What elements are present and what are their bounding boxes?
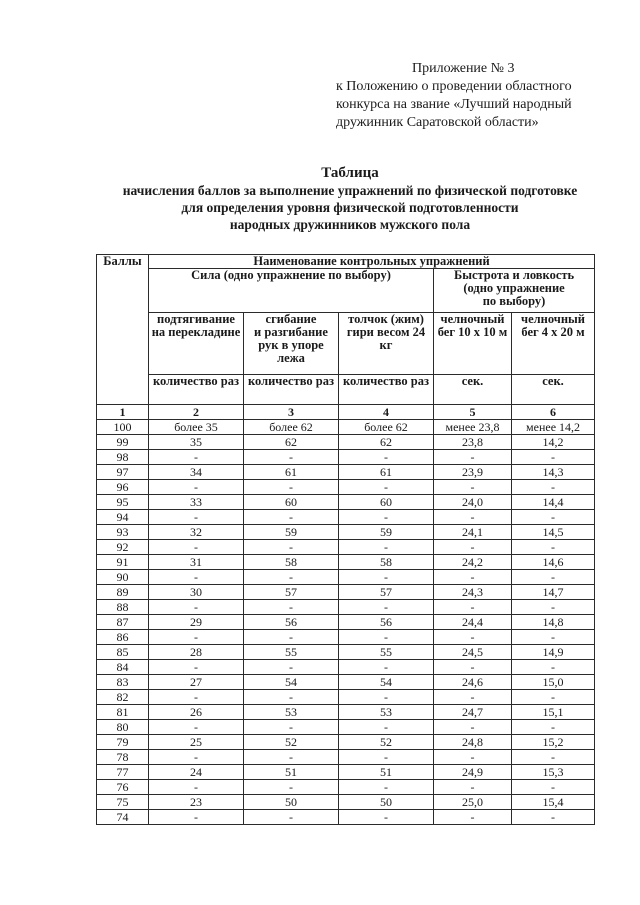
value-cell: - bbox=[434, 600, 512, 615]
points-cell: 76 bbox=[97, 780, 149, 795]
column-number: 1 bbox=[97, 405, 149, 420]
value-cell: - bbox=[339, 720, 434, 735]
header-points: Баллы bbox=[97, 255, 149, 405]
table-row bbox=[97, 615, 595, 630]
points-cell: 92 bbox=[97, 540, 149, 555]
value-cell: 62 bbox=[339, 435, 434, 450]
value-cell: 58 bbox=[339, 555, 434, 570]
value-cell: - bbox=[149, 690, 244, 705]
value-cell: 23,9 bbox=[434, 465, 512, 480]
document-title bbox=[40, 164, 640, 233]
value-cell: 50 bbox=[339, 795, 434, 810]
value-cell: - bbox=[512, 480, 595, 495]
value-cell: 51 bbox=[339, 765, 434, 780]
points-cell: 87 bbox=[97, 615, 149, 630]
value-cell: 57 bbox=[244, 585, 339, 600]
header-pushups bbox=[244, 313, 339, 375]
table-row bbox=[97, 645, 595, 660]
unit-count: количество раз bbox=[244, 375, 339, 405]
value-cell: 57 bbox=[339, 585, 434, 600]
value-cell: 52 bbox=[339, 735, 434, 750]
value-cell: - bbox=[339, 750, 434, 765]
table-row bbox=[97, 705, 595, 720]
table-row bbox=[97, 555, 595, 570]
value-cell: - bbox=[339, 810, 434, 825]
header-row bbox=[97, 269, 595, 313]
points-cell: 98 bbox=[97, 450, 149, 465]
table-row bbox=[97, 525, 595, 540]
value-cell: - bbox=[339, 660, 434, 675]
header-line: рук в упоре bbox=[258, 338, 324, 352]
value-cell: 54 bbox=[244, 675, 339, 690]
points-cell: 91 bbox=[97, 555, 149, 570]
points-cell: 86 bbox=[97, 630, 149, 645]
points-cell: 75 bbox=[97, 795, 149, 810]
value-cell: менее 14,2 bbox=[512, 420, 595, 435]
value-cell: 34 bbox=[149, 465, 244, 480]
header-speed-line: по выбору) bbox=[482, 294, 546, 308]
value-cell: 51 bbox=[244, 765, 339, 780]
value-cell: 24 bbox=[149, 765, 244, 780]
table-row bbox=[97, 570, 595, 585]
points-cell: 99 bbox=[97, 435, 149, 450]
value-cell: 15,2 bbox=[512, 735, 595, 750]
value-cell: более 62 bbox=[244, 420, 339, 435]
points-cell: 85 bbox=[97, 645, 149, 660]
header-line: лежа bbox=[277, 351, 305, 365]
table-row bbox=[97, 450, 595, 465]
header-kettlebell bbox=[339, 313, 434, 375]
table-row bbox=[97, 750, 595, 765]
value-cell: - bbox=[149, 780, 244, 795]
value-cell: - bbox=[244, 510, 339, 525]
points-cell: 79 bbox=[97, 735, 149, 750]
table-row bbox=[97, 435, 595, 450]
points-cell: 84 bbox=[97, 660, 149, 675]
value-cell: - bbox=[149, 600, 244, 615]
value-cell: - bbox=[512, 810, 595, 825]
points-cell: 97 bbox=[97, 465, 149, 480]
value-cell: 24,2 bbox=[434, 555, 512, 570]
value-cell: - bbox=[149, 810, 244, 825]
value-cell: 14,8 bbox=[512, 615, 595, 630]
column-number: 4 bbox=[339, 405, 434, 420]
header-line: на перекладине bbox=[151, 325, 241, 339]
value-cell: - bbox=[244, 690, 339, 705]
value-cell: 25 bbox=[149, 735, 244, 750]
value-cell: - bbox=[512, 660, 595, 675]
column-number: 5 bbox=[434, 405, 512, 420]
value-cell: - bbox=[339, 510, 434, 525]
value-cell: 53 bbox=[244, 705, 339, 720]
value-cell: - bbox=[512, 510, 595, 525]
value-cell: 28 bbox=[149, 645, 244, 660]
value-cell: 14,9 bbox=[512, 645, 595, 660]
value-cell: - bbox=[244, 570, 339, 585]
header-shuttle-10x10 bbox=[434, 313, 512, 375]
annex-number: Приложение № 3 bbox=[412, 61, 515, 76]
value-cell: - bbox=[434, 450, 512, 465]
value-cell: - bbox=[244, 630, 339, 645]
value-cell: - bbox=[244, 810, 339, 825]
table-row bbox=[97, 690, 595, 705]
value-cell: 24,5 bbox=[434, 645, 512, 660]
table-row bbox=[97, 735, 595, 750]
value-cell: 23,8 bbox=[434, 435, 512, 450]
annex-line: дружинник Саратовской области» bbox=[336, 115, 539, 130]
value-cell: - bbox=[512, 780, 595, 795]
annex-line: к Положению о проведении областного bbox=[336, 79, 572, 94]
points-cell: 100 bbox=[97, 420, 149, 435]
value-cell: 50 bbox=[244, 795, 339, 810]
value-cell: 62 bbox=[244, 435, 339, 450]
table-row bbox=[97, 510, 595, 525]
value-cell: - bbox=[434, 780, 512, 795]
header-speed bbox=[434, 269, 595, 313]
annex-line: конкурса на звание «Лучший народный bbox=[336, 97, 572, 112]
header-line: бег 4 х 20 м bbox=[521, 325, 585, 339]
value-cell: 24,3 bbox=[434, 585, 512, 600]
value-cell: 24,4 bbox=[434, 615, 512, 630]
value-cell: более 62 bbox=[339, 420, 434, 435]
value-cell: 35 bbox=[149, 435, 244, 450]
unit-seconds: сек. bbox=[512, 375, 595, 405]
value-cell: 24,0 bbox=[434, 495, 512, 510]
value-cell: - bbox=[339, 600, 434, 615]
value-cell: 60 bbox=[244, 495, 339, 510]
value-cell: - bbox=[434, 690, 512, 705]
value-cell: 33 bbox=[149, 495, 244, 510]
value-cell: 58 bbox=[244, 555, 339, 570]
value-cell: - bbox=[512, 450, 595, 465]
value-cell: - bbox=[339, 630, 434, 645]
header-line: подтягивание bbox=[157, 312, 235, 326]
value-cell: 60 bbox=[339, 495, 434, 510]
header-row bbox=[97, 255, 595, 269]
header-line: челночный bbox=[440, 312, 505, 326]
value-cell: 24,9 bbox=[434, 765, 512, 780]
value-cell: 56 bbox=[339, 615, 434, 630]
value-cell: 24,6 bbox=[434, 675, 512, 690]
value-cell: - bbox=[434, 480, 512, 495]
value-cell: 14,7 bbox=[512, 585, 595, 600]
table-row bbox=[97, 480, 595, 495]
value-cell: более 35 bbox=[149, 420, 244, 435]
table-row bbox=[97, 420, 595, 435]
value-cell: 32 bbox=[149, 525, 244, 540]
table-row bbox=[97, 600, 595, 615]
value-cell: - bbox=[149, 630, 244, 645]
value-cell: - bbox=[434, 750, 512, 765]
value-cell: 29 bbox=[149, 615, 244, 630]
value-cell: 15,1 bbox=[512, 705, 595, 720]
value-cell: - bbox=[149, 750, 244, 765]
title-line: народных дружинников мужского пола bbox=[229, 217, 471, 232]
header-exercises: Наименование контрольных упражнений bbox=[149, 255, 595, 269]
value-cell: - bbox=[339, 570, 434, 585]
value-cell: 55 bbox=[244, 645, 339, 660]
value-cell: 24,8 bbox=[434, 735, 512, 750]
value-cell: - bbox=[244, 720, 339, 735]
header-line: челночный bbox=[521, 312, 585, 326]
annex-reference bbox=[0, 60, 640, 140]
points-cell: 90 bbox=[97, 570, 149, 585]
value-cell: - bbox=[149, 570, 244, 585]
value-cell: - bbox=[244, 600, 339, 615]
value-cell: 14,3 bbox=[512, 465, 595, 480]
table-row bbox=[97, 780, 595, 795]
value-cell: 14,4 bbox=[512, 495, 595, 510]
scoring-table bbox=[96, 254, 595, 825]
value-cell: - bbox=[512, 630, 595, 645]
value-cell: 14,6 bbox=[512, 555, 595, 570]
value-cell: 24,7 bbox=[434, 705, 512, 720]
header-strength: Сила (одно упражнение по выбору) bbox=[149, 269, 434, 313]
unit-seconds: сек. bbox=[434, 375, 512, 405]
points-cell: 82 bbox=[97, 690, 149, 705]
value-cell: - bbox=[149, 540, 244, 555]
value-cell: 15,3 bbox=[512, 765, 595, 780]
table-row bbox=[97, 630, 595, 645]
title-word: Таблица bbox=[321, 165, 379, 181]
value-cell: - bbox=[339, 450, 434, 465]
column-number: 2 bbox=[149, 405, 244, 420]
value-cell: 26 bbox=[149, 705, 244, 720]
unit-count: количество раз bbox=[149, 375, 244, 405]
header-shuttle-4x20 bbox=[512, 313, 595, 375]
value-cell: - bbox=[512, 540, 595, 555]
value-cell: 15,0 bbox=[512, 675, 595, 690]
value-cell: - bbox=[149, 720, 244, 735]
value-cell: - bbox=[434, 660, 512, 675]
units-row bbox=[97, 375, 595, 405]
header-line: сгибание bbox=[265, 312, 317, 326]
points-cell: 83 bbox=[97, 675, 149, 690]
table-row bbox=[97, 765, 595, 780]
header-line: толчок (жим) bbox=[348, 312, 424, 326]
points-cell: 96 bbox=[97, 480, 149, 495]
value-cell: 52 bbox=[244, 735, 339, 750]
value-cell: 54 bbox=[339, 675, 434, 690]
value-cell: - bbox=[339, 780, 434, 795]
value-cell: - bbox=[434, 570, 512, 585]
value-cell: 14,2 bbox=[512, 435, 595, 450]
value-cell: 23 bbox=[149, 795, 244, 810]
value-cell: - bbox=[512, 690, 595, 705]
value-cell: - bbox=[339, 480, 434, 495]
value-cell: - bbox=[434, 510, 512, 525]
table-row bbox=[97, 540, 595, 555]
value-cell: 53 bbox=[339, 705, 434, 720]
table-row bbox=[97, 810, 595, 825]
value-cell: 14,5 bbox=[512, 525, 595, 540]
value-cell: - bbox=[512, 600, 595, 615]
points-cell: 89 bbox=[97, 585, 149, 600]
value-cell: - bbox=[244, 780, 339, 795]
value-cell: 15,4 bbox=[512, 795, 595, 810]
value-cell: 24,1 bbox=[434, 525, 512, 540]
value-cell: - bbox=[512, 570, 595, 585]
points-cell: 77 bbox=[97, 765, 149, 780]
column-numbering-row bbox=[97, 405, 595, 420]
points-cell: 93 bbox=[97, 525, 149, 540]
value-cell: - bbox=[244, 660, 339, 675]
header-speed-line: Быстрота и ловкость bbox=[453, 268, 575, 282]
value-cell: 61 bbox=[244, 465, 339, 480]
value-cell: - bbox=[149, 660, 244, 675]
value-cell: - bbox=[434, 810, 512, 825]
points-cell: 94 bbox=[97, 510, 149, 525]
points-cell: 78 bbox=[97, 750, 149, 765]
value-cell: 25,0 bbox=[434, 795, 512, 810]
points-cell: 95 bbox=[97, 495, 149, 510]
value-cell: 59 bbox=[244, 525, 339, 540]
value-cell: - bbox=[244, 450, 339, 465]
value-cell: 59 bbox=[339, 525, 434, 540]
points-cell: 88 bbox=[97, 600, 149, 615]
table-row bbox=[97, 675, 595, 690]
header-speed-line: (одно упражнение bbox=[463, 281, 565, 295]
value-cell: 61 bbox=[339, 465, 434, 480]
header-line: и разгибание bbox=[254, 325, 328, 339]
header-pullups bbox=[149, 313, 244, 375]
table-row bbox=[97, 795, 595, 810]
points-cell: 80 bbox=[97, 720, 149, 735]
value-cell: 30 bbox=[149, 585, 244, 600]
value-cell: - bbox=[149, 480, 244, 495]
column-number: 3 bbox=[244, 405, 339, 420]
header-line: бег 10 х 10 м bbox=[437, 325, 508, 339]
header-line: гири весом 24 кг bbox=[346, 325, 426, 352]
value-cell: 27 bbox=[149, 675, 244, 690]
table-row bbox=[97, 465, 595, 480]
points-cell: 81 bbox=[97, 705, 149, 720]
value-cell: - bbox=[244, 540, 339, 555]
value-cell: - bbox=[434, 630, 512, 645]
value-cell: - bbox=[244, 480, 339, 495]
header-row bbox=[97, 313, 595, 375]
value-cell: - bbox=[149, 510, 244, 525]
value-cell: - bbox=[149, 450, 244, 465]
value-cell: 31 bbox=[149, 555, 244, 570]
value-cell: менее 23,8 bbox=[434, 420, 512, 435]
title-line: для определения уровня физической подготовленности bbox=[181, 200, 519, 215]
table-row bbox=[97, 585, 595, 600]
table-row bbox=[97, 495, 595, 510]
unit-count: количество раз bbox=[339, 375, 434, 405]
value-cell: - bbox=[244, 750, 339, 765]
table-row bbox=[97, 660, 595, 675]
value-cell: - bbox=[339, 690, 434, 705]
value-cell: 55 bbox=[339, 645, 434, 660]
title-line: начисления баллов за выполнение упражнений по физической подготовке bbox=[122, 183, 578, 198]
value-cell: - bbox=[512, 750, 595, 765]
value-cell: 56 bbox=[244, 615, 339, 630]
value-cell: - bbox=[434, 540, 512, 555]
value-cell: - bbox=[512, 720, 595, 735]
column-number: 6 bbox=[512, 405, 595, 420]
value-cell: - bbox=[339, 540, 434, 555]
points-cell: 74 bbox=[97, 810, 149, 825]
table-row bbox=[97, 720, 595, 735]
value-cell: - bbox=[434, 720, 512, 735]
